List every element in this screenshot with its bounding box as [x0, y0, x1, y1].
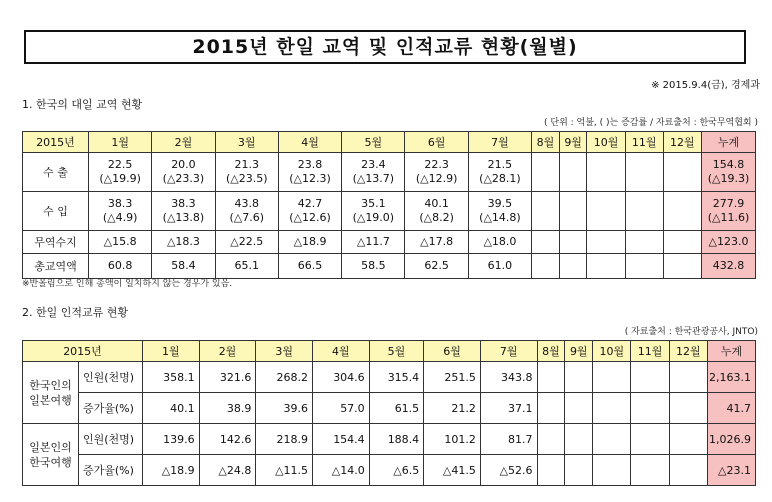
trade-total-cell	[702, 231, 756, 254]
exchange-cell: 251.5	[424, 362, 481, 393]
trade-value: 35.1	[361, 197, 386, 210]
trade-change: (△7.6)	[229, 211, 265, 224]
trade-change: (△23.3)	[162, 172, 205, 185]
trade-cell	[532, 254, 560, 279]
exchange-cell	[631, 424, 669, 455]
trade-change: (△4.9)	[102, 211, 138, 224]
exchange-cell	[631, 393, 669, 424]
trade-change: (△12.9)	[415, 172, 458, 185]
trade-value: 21.3	[234, 158, 259, 171]
trade-total-change: (△11.6)	[707, 211, 750, 224]
exchange-row-label: 증가율(%)	[79, 455, 143, 486]
trade-value: 58.5	[361, 259, 386, 272]
trade-row-label: 수 입	[23, 192, 89, 231]
exchange-cell: 268.2	[256, 362, 313, 393]
trade-cell	[587, 153, 625, 192]
trade-cell	[342, 192, 405, 231]
trade-value: 40.1	[424, 197, 449, 210]
trade-value: 38.3	[171, 197, 196, 210]
trade-month-header: 6월	[405, 132, 468, 153]
exchange-month-header: 8월	[537, 341, 565, 362]
trade-month-header: 4월	[278, 132, 341, 153]
trade-cell	[89, 192, 152, 231]
exchange-total-cell: 41.7	[708, 393, 756, 424]
exchange-cell: 321.6	[199, 362, 256, 393]
trade-cell	[215, 254, 278, 279]
exchange-row	[23, 393, 756, 424]
trade-cell	[278, 254, 341, 279]
trade-row	[23, 153, 756, 192]
exchange-month-header: 1월	[143, 341, 200, 362]
trade-value: 61.0	[487, 259, 513, 272]
trade-cell	[342, 254, 405, 279]
trade-cell	[89, 254, 152, 279]
exchange-month-header: 2월	[199, 341, 256, 362]
exchange-row-label: 증가율(%)	[79, 393, 143, 424]
exchange-month-header: 12월	[669, 341, 707, 362]
trade-cell	[215, 192, 278, 231]
exchange-cell	[537, 424, 565, 455]
exchange-cell: △41.5	[424, 455, 481, 486]
trade-cell	[342, 153, 405, 192]
exchange-heading: 2. 한일 인적교류 현황	[22, 306, 128, 319]
exchange-month-header: 11월	[631, 341, 669, 362]
trade-cell	[405, 192, 468, 231]
exchange-row	[23, 455, 756, 486]
trade-month-header: 3월	[215, 132, 278, 153]
trade-cell	[152, 231, 215, 254]
trade-cell	[559, 231, 587, 254]
trade-value: 62.5	[424, 259, 449, 272]
trade-row	[23, 192, 756, 231]
exchange-cell: 218.9	[256, 424, 313, 455]
trade-row	[23, 254, 756, 279]
trade-cell	[342, 231, 405, 254]
trade-cell	[663, 192, 701, 231]
trade-value: 23.4	[361, 158, 386, 171]
trade-value: 23.8	[297, 158, 323, 171]
exchange-month-header: 9월	[565, 341, 593, 362]
trade-month-header: 11월	[625, 132, 663, 153]
trade-total-cell	[702, 192, 756, 231]
trade-row	[23, 231, 756, 254]
trade-cell	[468, 231, 531, 254]
exchange-row	[23, 424, 756, 455]
trade-total-cell	[702, 153, 756, 192]
trade-value: 65.1	[234, 259, 259, 272]
trade-cell	[215, 153, 278, 192]
exchange-group-label: 일본인의 한국여행	[23, 424, 79, 486]
exchange-cell: △11.5	[256, 455, 313, 486]
exchange-cell: △18.9	[143, 455, 200, 486]
trade-total-header: 누계	[702, 132, 756, 153]
exchange-cell: 154.4	[313, 424, 370, 455]
exchange-row	[23, 362, 756, 393]
exchange-cell	[593, 455, 631, 486]
exchange-corner: 2015년	[23, 341, 143, 362]
exchange-cell	[593, 424, 631, 455]
trade-cell	[468, 153, 531, 192]
exchange-cell	[565, 362, 593, 393]
report-date: ※ 2015.9.4(금), 경제과	[651, 80, 760, 91]
exchange-cell: 142.6	[199, 424, 256, 455]
trade-change: (△19.0)	[352, 211, 395, 224]
exchange-cell: 81.7	[480, 424, 537, 455]
trade-cell	[625, 192, 663, 231]
exchange-total-cell: 2,163.1	[708, 362, 756, 393]
exchange-cell: △6.5	[369, 455, 424, 486]
trade-source: ( 단위 : 억불, ( )는 증감률 / 자료출처 : 한국무역협회 )	[544, 118, 758, 128]
exchange-row-label: 인원(천명)	[79, 424, 143, 455]
exchange-cell	[537, 393, 565, 424]
trade-value: △18.3	[166, 235, 200, 248]
trade-cell	[532, 192, 560, 231]
exchange-cell: △24.8	[199, 455, 256, 486]
trade-change: (△14.8)	[479, 211, 521, 224]
trade-change: (△19.9)	[99, 172, 141, 185]
exchange-month-header: 6월	[424, 341, 481, 362]
exchange-cell: 37.1	[480, 393, 537, 424]
trade-cell	[559, 254, 587, 279]
trade-total-value: 277.9	[712, 197, 745, 210]
trade-value: 42.7	[297, 197, 323, 210]
exchange-cell	[669, 424, 707, 455]
trade-cell	[89, 231, 152, 254]
exchange-month-header: 10월	[593, 341, 631, 362]
trade-value: 21.5	[487, 158, 513, 171]
trade-cell	[278, 192, 341, 231]
trade-value: 20.0	[171, 158, 196, 171]
exchange-cell: 343.8	[480, 362, 537, 393]
exchange-cell	[565, 424, 593, 455]
exchange-total-cell: 1,026.9	[708, 424, 756, 455]
trade-row-label: 수 출	[23, 153, 89, 192]
exchange-month-header: 3월	[256, 341, 313, 362]
trade-value: 22.3	[424, 158, 449, 171]
trade-footnote: ※반올림으로 인해 총액이 일치하지 않는 경우가 있음.	[22, 279, 233, 289]
exchange-cell: 40.1	[143, 393, 200, 424]
exchange-cell	[537, 455, 565, 486]
exchange-cell: 21.2	[424, 393, 481, 424]
trade-table	[22, 131, 756, 279]
exchange-cell: 358.1	[143, 362, 200, 393]
trade-change: (△12.3)	[289, 172, 331, 185]
trade-month-header: 1월	[89, 132, 152, 153]
trade-month-header: 7월	[468, 132, 531, 153]
trade-cell	[405, 254, 468, 279]
trade-value: △18.0	[483, 235, 517, 248]
trade-cell	[559, 153, 587, 192]
trade-value: 38.3	[107, 197, 133, 210]
exchange-total-header: 누계	[708, 341, 756, 362]
trade-cell	[625, 231, 663, 254]
exchange-cell: 38.9	[199, 393, 256, 424]
exchange-cell	[631, 362, 669, 393]
trade-month-header: 10월	[587, 132, 625, 153]
exchange-row-label: 인원(천명)	[79, 362, 143, 393]
trade-cell	[468, 254, 531, 279]
trade-cell	[625, 153, 663, 192]
trade-total-value: △123.0	[708, 235, 749, 248]
exchange-cell: 101.2	[424, 424, 481, 455]
trade-change: (△13.7)	[352, 172, 395, 185]
exchange-cell: △14.0	[313, 455, 370, 486]
trade-month-header: 5월	[342, 132, 405, 153]
trade-cell	[532, 231, 560, 254]
trade-cell	[152, 254, 215, 279]
trade-month-header: 9월	[559, 132, 587, 153]
exchange-source: ( 자료출처 : 한국관광공사, JNTO)	[624, 327, 758, 337]
trade-cell	[405, 231, 468, 254]
exchange-month-header: 4월	[313, 341, 370, 362]
exchange-cell: 304.6	[313, 362, 370, 393]
trade-cell	[532, 153, 560, 192]
trade-month-header: 8월	[532, 132, 560, 153]
exchange-cell	[669, 393, 707, 424]
trade-month-header: 12월	[663, 132, 701, 153]
trade-month-header: 2월	[152, 132, 215, 153]
exchange-cell	[565, 455, 593, 486]
trade-total-value: 154.8	[712, 158, 745, 171]
trade-cell	[587, 192, 625, 231]
trade-change: (△12.6)	[289, 211, 331, 224]
trade-value: 66.5	[297, 259, 323, 272]
exchange-cell	[669, 455, 707, 486]
trade-header-row	[23, 132, 756, 153]
trade-value: △22.5	[230, 235, 264, 248]
exchange-cell: △52.6	[480, 455, 537, 486]
trade-cell	[152, 192, 215, 231]
trade-cell	[625, 254, 663, 279]
trade-value: 58.4	[171, 259, 196, 272]
trade-cell	[215, 231, 278, 254]
trade-value: △11.7	[356, 235, 390, 248]
exchange-cell: 188.4	[369, 424, 424, 455]
exchange-header-row	[23, 341, 756, 362]
trade-value: 43.8	[234, 197, 259, 210]
exchange-cell	[631, 455, 669, 486]
trade-value: △15.8	[103, 235, 137, 248]
exchange-cell: 57.0	[313, 393, 370, 424]
trade-row-label: 총교역액	[23, 254, 89, 279]
trade-corner: 2015년	[23, 132, 89, 153]
trade-change: (△23.5)	[225, 172, 268, 185]
trade-cell	[278, 153, 341, 192]
exchange-group-label: 한국인의 일본여행	[23, 362, 79, 424]
trade-cell	[587, 231, 625, 254]
exchange-table	[22, 340, 756, 486]
trade-value: 60.8	[107, 259, 133, 272]
exchange-cell: 61.5	[369, 393, 424, 424]
trade-value: △18.9	[293, 235, 327, 248]
trade-heading: 1. 한국의 대일 교역 현황	[22, 98, 143, 111]
trade-cell	[468, 192, 531, 231]
exchange-cell: 39.6	[256, 393, 313, 424]
page-title: 2015년 한일 교역 및 인적교류 현황(월별)	[24, 30, 746, 64]
trade-cell	[663, 231, 701, 254]
exchange-cell	[669, 362, 707, 393]
exchange-month-header: 5월	[369, 341, 424, 362]
exchange-cell: 139.6	[143, 424, 200, 455]
trade-value: 22.5	[107, 158, 133, 171]
trade-change: (△13.8)	[162, 211, 205, 224]
trade-value: 39.5	[487, 197, 513, 210]
trade-value: △17.8	[420, 235, 454, 248]
exchange-total-cell: △23.1	[708, 455, 756, 486]
trade-cell	[278, 231, 341, 254]
exchange-cell	[565, 393, 593, 424]
trade-cell	[663, 254, 701, 279]
trade-total-change: (△19.3)	[707, 172, 750, 185]
trade-cell	[89, 153, 152, 192]
trade-cell	[559, 192, 587, 231]
exchange-cell	[537, 362, 565, 393]
exchange-month-header: 7월	[480, 341, 537, 362]
exchange-cell	[593, 393, 631, 424]
trade-change: (△28.1)	[479, 172, 521, 185]
trade-cell	[405, 153, 468, 192]
trade-total-value: 432.8	[712, 259, 745, 272]
trade-cell	[587, 254, 625, 279]
trade-cell	[152, 153, 215, 192]
exchange-cell	[593, 362, 631, 393]
trade-change: (△8.2)	[419, 211, 454, 224]
exchange-cell: 315.4	[369, 362, 424, 393]
trade-total-cell	[702, 254, 756, 279]
trade-row-label: 무역수지	[23, 231, 89, 254]
trade-cell	[663, 153, 701, 192]
